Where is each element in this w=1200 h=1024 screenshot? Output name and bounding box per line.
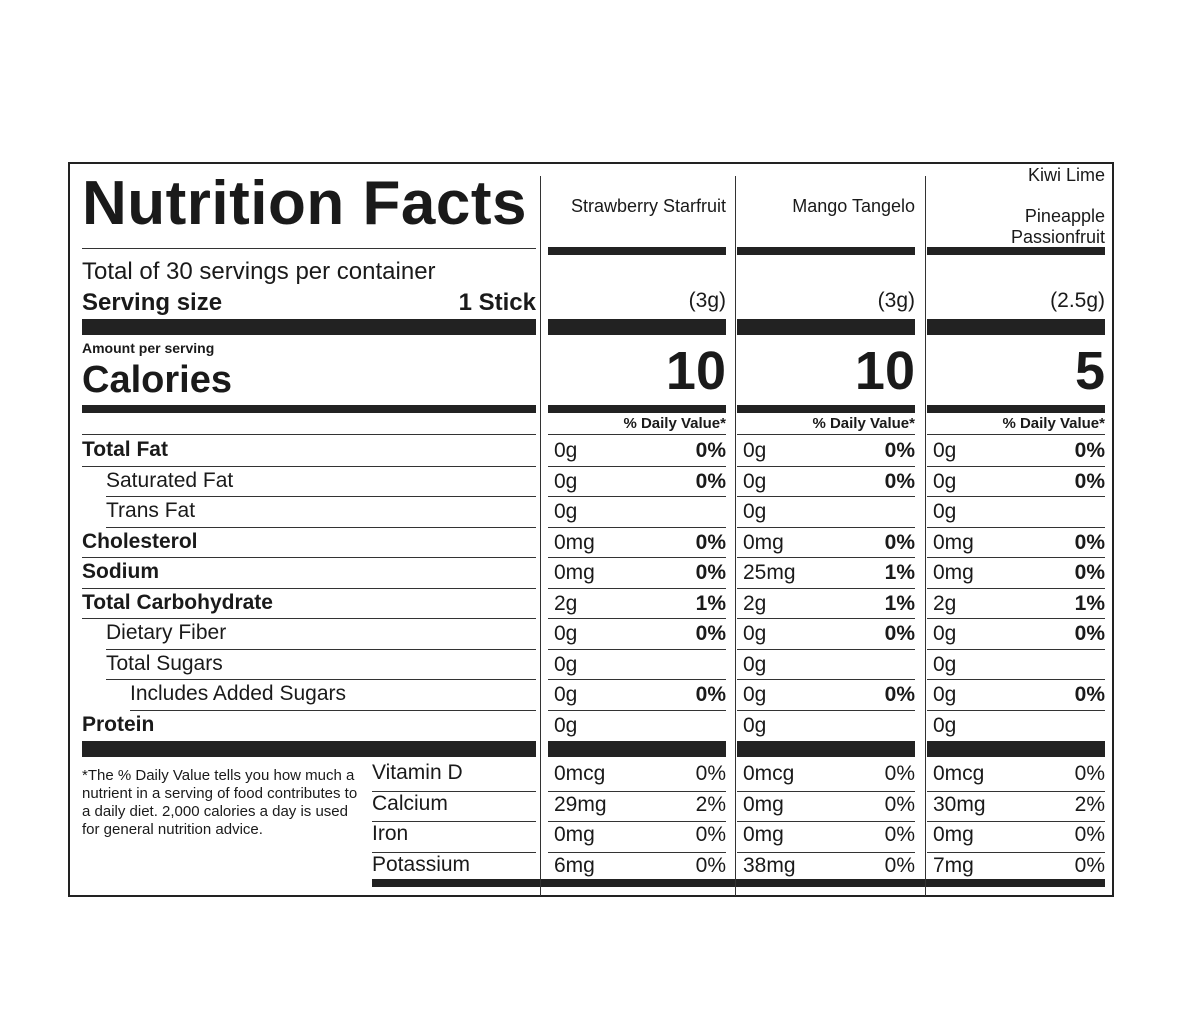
row-divider	[927, 588, 1105, 589]
row-divider	[927, 496, 1105, 497]
row-divider	[737, 557, 915, 558]
row-divider	[548, 496, 726, 497]
column-separator	[735, 176, 736, 896]
daily-value-header: % Daily Value*	[1002, 415, 1105, 432]
calories-divider	[737, 405, 915, 413]
row-divider	[548, 852, 726, 853]
flavor-name: Kiwi Lime	[1027, 165, 1105, 185]
nutrient-amount: 0g	[554, 713, 578, 737]
header-bar	[548, 247, 726, 255]
vitamin-amount: 30mg	[933, 792, 986, 816]
vitamin-label: Calcium	[372, 791, 448, 815]
nutrient-amount: 0g	[933, 439, 957, 462]
servings-per-container: Total of 30 servings per container	[82, 258, 436, 285]
row-divider	[737, 466, 915, 467]
row-divider	[927, 710, 1105, 711]
calories-value: 10	[665, 341, 726, 401]
vitamin-amount: 6mg	[554, 853, 595, 877]
amount-per-serving: Amount per serving	[82, 340, 215, 356]
column-separator	[925, 176, 926, 896]
row-divider	[737, 679, 915, 680]
serving-size-label: Serving size	[82, 289, 223, 316]
nutrient-daily-value: 0%	[1074, 561, 1105, 584]
row-divider	[737, 710, 915, 711]
nutrient-amount: 0g	[743, 713, 767, 737]
row-divider	[927, 434, 1105, 435]
row-divider	[548, 710, 726, 711]
nutrient-daily-value: 0%	[1074, 530, 1105, 554]
vitamin-daily-value: 0%	[1074, 823, 1105, 846]
row-divider	[82, 557, 536, 558]
vitamin-daily-value: 0%	[884, 853, 915, 877]
vitamin-daily-value: 2%	[695, 792, 726, 816]
column-separator	[540, 176, 541, 896]
vitamin-amount: 0mcg	[933, 762, 985, 785]
nutrient-amount: 0g	[743, 622, 767, 645]
nutrient-amount: 0g	[933, 500, 957, 523]
nutrient-amount: 0mg	[933, 561, 974, 584]
calories-value: 5	[1074, 341, 1105, 401]
nutrient-label: Protein	[82, 712, 155, 736]
row-divider	[927, 466, 1105, 467]
nutrient-daily-value: 0%	[1074, 622, 1105, 645]
nutrient-daily-value: 0%	[695, 683, 726, 706]
nutrient-amount: 0g	[743, 683, 767, 706]
nutrient-amount: 0g	[554, 683, 578, 706]
nutrient-daily-value: 0%	[884, 469, 915, 493]
vitamin-amount: 7mg	[933, 853, 974, 877]
nutrient-daily-value: 0%	[695, 469, 726, 493]
row-divider	[927, 618, 1105, 619]
vitamin-daily-value: 0%	[884, 762, 915, 785]
nutrient-daily-value: 1%	[884, 591, 915, 615]
flavor-serving-size: (3g)	[877, 289, 915, 312]
flavor-name: Strawberry Starfruit	[570, 196, 726, 216]
row-divider	[548, 791, 726, 792]
nutrient-amount: 0g	[554, 652, 578, 676]
vitamin-amount: 0mg	[743, 792, 784, 816]
row-divider	[548, 821, 726, 822]
nutrient-amount: 2g	[743, 591, 767, 615]
nutrient-label: Total Carbohydrate	[82, 590, 273, 614]
vitamin-amount: 0mg	[743, 823, 784, 846]
row-divider	[737, 434, 915, 435]
nutrient-daily-value: 0%	[695, 561, 726, 584]
nutrient-amount: 0g	[554, 469, 578, 493]
row-divider	[737, 527, 915, 528]
nutrient-label: Total Sugars	[106, 651, 223, 675]
thick-divider	[548, 319, 726, 335]
nutrient-amount: 0g	[933, 469, 957, 493]
nutrient-daily-value: 1%	[884, 561, 915, 584]
vitamin-amount: 29mg	[554, 792, 607, 816]
row-divider	[927, 527, 1105, 528]
nutrient-amount: 0mg	[554, 561, 595, 584]
nutrient-daily-value: 0%	[1074, 683, 1105, 706]
daily-value-header: % Daily Value*	[623, 415, 726, 432]
nutrient-daily-value: 0%	[695, 622, 726, 645]
nutrient-label: Sodium	[82, 560, 159, 583]
vitamin-daily-value: 0%	[1074, 762, 1105, 785]
row-divider	[548, 679, 726, 680]
vitamin-amount: 0mg	[554, 823, 595, 846]
nutrient-label: Includes Added Sugars	[130, 682, 346, 705]
label-title: Nutrition Facts	[82, 169, 527, 238]
thick-divider	[82, 319, 536, 335]
row-divider	[82, 434, 536, 435]
nutrient-amount: 2g	[933, 591, 957, 615]
calories-divider	[548, 405, 726, 413]
row-divider	[548, 588, 726, 589]
nutrient-amount: 0mg	[743, 530, 784, 554]
row-divider	[82, 588, 536, 589]
flavor-name: Mango Tangelo	[792, 196, 915, 216]
calories-label: Calories	[82, 359, 232, 401]
row-divider	[106, 527, 536, 528]
vitamin-daily-value: 0%	[695, 853, 726, 877]
row-divider	[927, 649, 1105, 650]
nutrient-amount: 0g	[743, 500, 767, 523]
nutrient-daily-value: 0%	[695, 439, 726, 462]
calories-divider	[927, 405, 1105, 413]
header-bar	[737, 247, 915, 255]
nutrient-label: Saturated Fat	[106, 468, 234, 492]
row-divider	[737, 791, 915, 792]
row-divider	[737, 496, 915, 497]
vitamin-label: Vitamin D	[372, 761, 463, 784]
nutrient-daily-value: 0%	[695, 530, 726, 554]
vitamin-label: Potassium	[372, 852, 471, 876]
footnote: *The % Daily Value tells you how much a nutrient in a serving of food contributes to a daily diet. 2,000 calories a day is used for general nutrition advice.	[82, 767, 358, 838]
nutrient-label: Cholesterol	[82, 529, 198, 553]
row-divider	[737, 588, 915, 589]
nutrient-daily-value: 0%	[1074, 469, 1105, 493]
row-divider	[82, 618, 536, 619]
serving-size-value: 1 Stick	[458, 289, 536, 316]
vitamins-divider	[82, 741, 536, 757]
row-divider	[548, 649, 726, 650]
nutrient-daily-value: 0%	[1074, 439, 1105, 462]
bottom-bar	[372, 879, 1105, 887]
vitamin-daily-value: 0%	[884, 823, 915, 846]
row-divider	[927, 852, 1105, 853]
nutrient-amount: 0mg	[933, 530, 974, 554]
title-divider	[82, 248, 536, 249]
row-divider	[927, 791, 1105, 792]
row-divider	[548, 466, 726, 467]
nutrient-label: Trans Fat	[106, 499, 196, 522]
row-divider	[130, 710, 536, 711]
nutrient-amount: 0g	[554, 500, 578, 523]
row-divider	[737, 649, 915, 650]
row-divider	[548, 618, 726, 619]
nutrient-amount: 2g	[554, 591, 578, 615]
row-divider	[927, 557, 1105, 558]
thick-divider	[737, 319, 915, 335]
vitamin-amount: 0mcg	[554, 762, 606, 785]
calories-value: 10	[854, 341, 915, 401]
row-divider	[927, 821, 1105, 822]
row-divider	[737, 852, 915, 853]
nutrient-amount: 0g	[743, 469, 767, 493]
row-divider	[737, 821, 915, 822]
vitamin-daily-value: 0%	[695, 762, 726, 785]
nutrient-amount: 0g	[743, 652, 767, 676]
nutrient-amount: 0g	[554, 622, 578, 645]
row-divider	[737, 618, 915, 619]
nutrient-amount: 0g	[933, 713, 957, 737]
nutrient-daily-value: 1%	[1074, 591, 1105, 615]
thick-divider	[927, 319, 1105, 335]
nutrient-daily-value: 0%	[884, 683, 915, 706]
flavor-serving-size: (2.5g)	[1050, 289, 1105, 312]
header-bar	[927, 247, 1105, 255]
flavor-name-line2: Pineapple	[1024, 206, 1105, 226]
vitamin-daily-value: 2%	[1074, 792, 1105, 816]
row-divider	[548, 527, 726, 528]
nutrient-amount: 25mg	[743, 561, 796, 584]
nutrient-amount: 0g	[933, 683, 957, 706]
nutrient-daily-value: 0%	[884, 622, 915, 645]
vitamin-daily-value: 0%	[695, 823, 726, 846]
nutrient-daily-value: 0%	[884, 439, 915, 462]
nutrient-amount: 0g	[554, 439, 578, 462]
nutrient-amount: 0g	[933, 652, 957, 676]
nutrient-label: Total Fat	[82, 438, 168, 461]
flavor-name-line3: Passionfruit	[1010, 227, 1105, 247]
row-divider	[106, 649, 536, 650]
daily-value-header: % Daily Value*	[812, 415, 915, 432]
vitamin-label: Iron	[372, 822, 409, 845]
vitamin-amount: 0mg	[933, 823, 974, 846]
nutrient-daily-value: 1%	[695, 591, 726, 615]
row-divider	[106, 679, 536, 680]
nutrient-daily-value: 0%	[884, 530, 915, 554]
nutrition-facts-label	[68, 162, 1114, 897]
vitamins-divider	[548, 741, 726, 757]
vitamin-daily-value: 0%	[884, 792, 915, 816]
row-divider	[82, 466, 536, 467]
nutrient-label: Dietary Fiber	[106, 621, 227, 644]
vitamins-divider	[927, 741, 1105, 757]
vitamin-amount: 0mcg	[743, 762, 795, 785]
nutrient-amount: 0g	[743, 439, 767, 462]
vitamins-divider	[737, 741, 915, 757]
nutrient-amount: 0mg	[554, 530, 595, 554]
row-divider	[548, 434, 726, 435]
row-divider	[548, 557, 726, 558]
row-divider	[927, 679, 1105, 680]
vitamin-amount: 38mg	[743, 853, 796, 877]
nutrient-amount: 0g	[933, 622, 957, 645]
flavor-serving-size: (3g)	[688, 289, 726, 312]
calories-divider	[82, 405, 536, 413]
row-divider	[106, 496, 536, 497]
vitamin-daily-value: 0%	[1074, 853, 1105, 877]
